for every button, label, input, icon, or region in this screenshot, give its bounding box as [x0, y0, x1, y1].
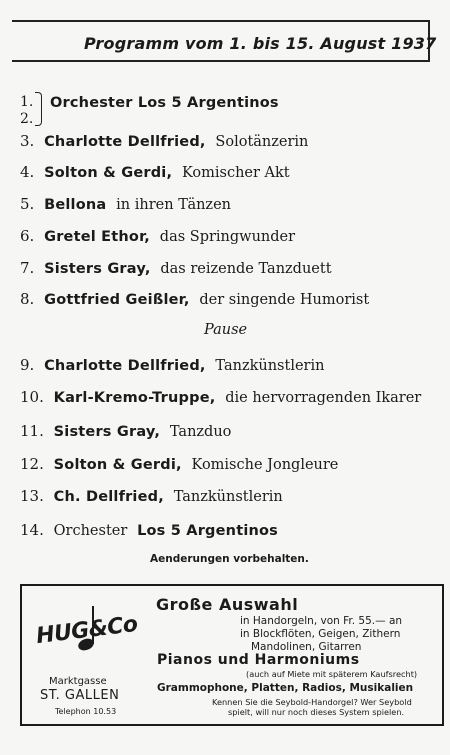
act-description: Tanzkünstlerin	[173, 489, 283, 505]
act-prefix: Orchester	[53, 523, 128, 539]
item-number: 8.	[20, 290, 35, 308]
program-item	[20, 195, 231, 213]
item-number: 12.	[20, 455, 44, 473]
item-number: 13.	[20, 487, 44, 505]
program-item	[20, 521, 278, 539]
act-name: Solton & Gerdi,	[53, 457, 182, 473]
act-description: die hervorragenden Ikarer	[225, 390, 422, 406]
program-item	[20, 455, 338, 473]
act-name: Gretel Ethor,	[44, 229, 151, 245]
ad-line: in Handorgeln, von Fr. 55.— an	[240, 615, 403, 627]
item-number: 6.	[20, 227, 35, 245]
act-description: Solotänzerin	[215, 134, 309, 150]
item-number: 9.	[20, 356, 35, 374]
act-description: in ihren Tänzen	[116, 197, 231, 213]
program-item	[20, 388, 421, 406]
ad-street: Marktgasse	[49, 676, 107, 687]
act-name: Karl-Kremo-Truppe,	[53, 390, 216, 406]
item-numbers-1-2	[20, 94, 33, 128]
ad-phone: Telephon 10.53	[55, 707, 117, 716]
changes-note: Aenderungen vorbehalten.	[150, 553, 309, 565]
act-name: Solton & Gerdi,	[44, 165, 173, 181]
ad-headline: Große Auswahl	[156, 595, 299, 614]
item-number: 3.	[20, 132, 35, 150]
act-description: Tanzkünstlerin	[215, 358, 325, 374]
act-description: das reizende Tanzduett	[160, 261, 332, 277]
ad-note: (auch auf Miete mit späterem Kaufsrecht)	[246, 669, 418, 679]
item-number: 2.	[20, 111, 34, 127]
ad-footer: Kennen Sie die Seybold-Handorgel? Wer Seybold	[212, 697, 412, 707]
item-number: 10.	[20, 388, 44, 406]
ad-footer: spielt, will nur noch dieses System spielen.	[228, 707, 405, 717]
act-name: Ch. Dellfried,	[53, 489, 164, 505]
item-number: 14.	[20, 521, 44, 539]
program-item	[20, 227, 295, 245]
program-item	[20, 290, 369, 308]
ad-line: Grammophone, Platten, Radios, Musikalien	[157, 682, 414, 694]
brace	[35, 92, 42, 126]
act-name: Charlotte Dellfried,	[44, 358, 206, 374]
act-name: Sisters Gray,	[53, 424, 161, 440]
act-name: Bellona	[44, 197, 107, 213]
act-description: Komischer Akt	[181, 165, 290, 181]
program-title: Programm vom 1. bis 15. August 1937	[84, 34, 437, 53]
act-description: Komische Jongleure	[191, 457, 339, 473]
act-description: Tanzduo	[169, 424, 232, 440]
act-description: das Springwunder	[159, 229, 296, 245]
act-name: Orchester Los 5 Argentinos	[50, 95, 279, 111]
item-number: 5.	[20, 195, 35, 213]
act-name: Gottfried Geißler,	[44, 292, 190, 308]
program-item	[20, 356, 324, 374]
act-name: Los 5 Argentinos	[137, 523, 279, 539]
act-description: der singende Humorist	[199, 292, 370, 308]
program-item	[20, 132, 308, 150]
ad-headline-2: Pianos und Harmoniums	[157, 652, 360, 668]
act-name: Charlotte Dellfried,	[44, 134, 206, 150]
item-number: 4.	[20, 163, 35, 181]
program-item	[20, 487, 283, 505]
pause-label: Pause	[204, 322, 248, 338]
ad-city: ST. GALLEN	[40, 688, 120, 703]
item-number: 11.	[20, 422, 44, 440]
item-number: 7.	[20, 259, 35, 277]
ad-line: in Blockflöten, Geigen, Zithern	[240, 628, 401, 640]
program-item	[20, 163, 290, 181]
item-number: 1.	[20, 94, 34, 110]
ad-line: Mandolinen, Gitarren	[251, 641, 362, 653]
program-item	[20, 422, 231, 440]
program-item	[20, 259, 332, 277]
act-name: Sisters Gray,	[44, 261, 151, 277]
hug-logo: HUG&Co	[34, 611, 139, 650]
